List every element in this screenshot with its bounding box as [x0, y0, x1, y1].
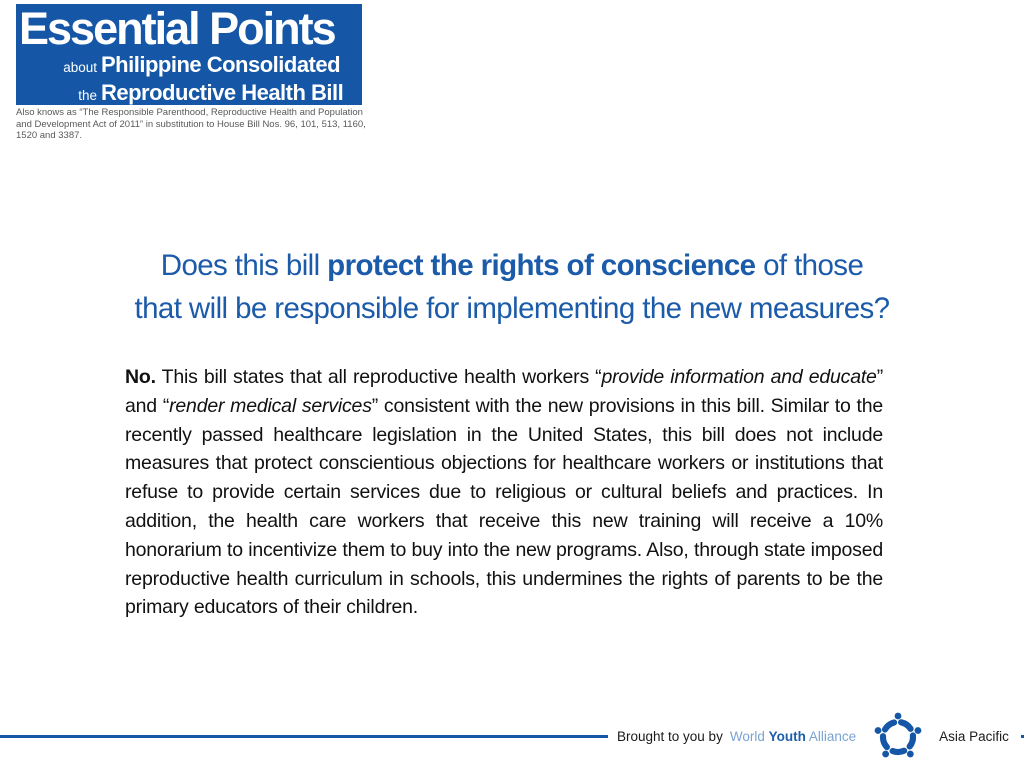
answer-segment-2: ” and “: [125, 366, 884, 417]
question-emphasis: protect the rights of conscience: [327, 249, 756, 282]
brand-subject-line1: Philippine Consolidated: [101, 52, 341, 77]
brand-qualifier-the: the: [78, 88, 97, 103]
brand-subject-line2: Reproductive Health Bill: [101, 80, 344, 105]
org-name: [730, 729, 856, 744]
org-word-alliance: Alliance: [808, 728, 857, 744]
region-label: Asia Pacific: [939, 728, 1009, 744]
question-heading: [62, 244, 962, 330]
answer-segment-1: This bill states that all reproductive health workers “: [155, 366, 602, 388]
brand-row-2: [16, 80, 362, 108]
question-post: of those: [755, 249, 864, 282]
answer-segment-3: ” consistent with the new provisions in this bill. Similar to the recently passed healthcare legislation in the United States, this bill does not include measures that protect conscientious objections for healthcare workers or institutions that refuse to provide certain services due to religious or cultural beliefs and practices. In addition, the health care workers that receive this new training will receive a 10% honorarium to incentivize them to buy into the new programs. Also, through state imposed reproductive health curriculum in schools, this undermines the rights of parents to be the primary educators of their children.: [125, 394, 883, 619]
bill-alias-note: Also knows as “The Responsible Parenthood, Reproductive Health and Population and Development Act of 2011” in substitution to House Bill Nos. 96, 101, 513, 1160, 1520 and 3387.: [16, 107, 366, 141]
brand-title: Essential Points: [19, 3, 335, 54]
question-line2: that will be responsible for implementing the new measures?: [134, 292, 890, 325]
org-word-youth: Youth: [768, 728, 806, 744]
footer: [0, 710, 1024, 762]
answer-quote-1: provide information and educate: [601, 366, 877, 388]
question-pre: Does this bill: [160, 249, 328, 282]
answer-paragraph: [125, 363, 883, 622]
answer-lead: No.: [125, 366, 156, 388]
org-word-world: World: [729, 728, 765, 744]
answer-quote-2: render medical services: [169, 394, 372, 417]
footer-rule-left: [0, 735, 608, 738]
brand-qualifier-about: about: [63, 60, 97, 75]
brand-row-1: [16, 52, 362, 80]
wya-circle-of-figures-logo-icon: [869, 709, 927, 763]
brought-to-you-by-label: Brought to you by: [617, 728, 723, 744]
brand-block: [16, 4, 362, 105]
